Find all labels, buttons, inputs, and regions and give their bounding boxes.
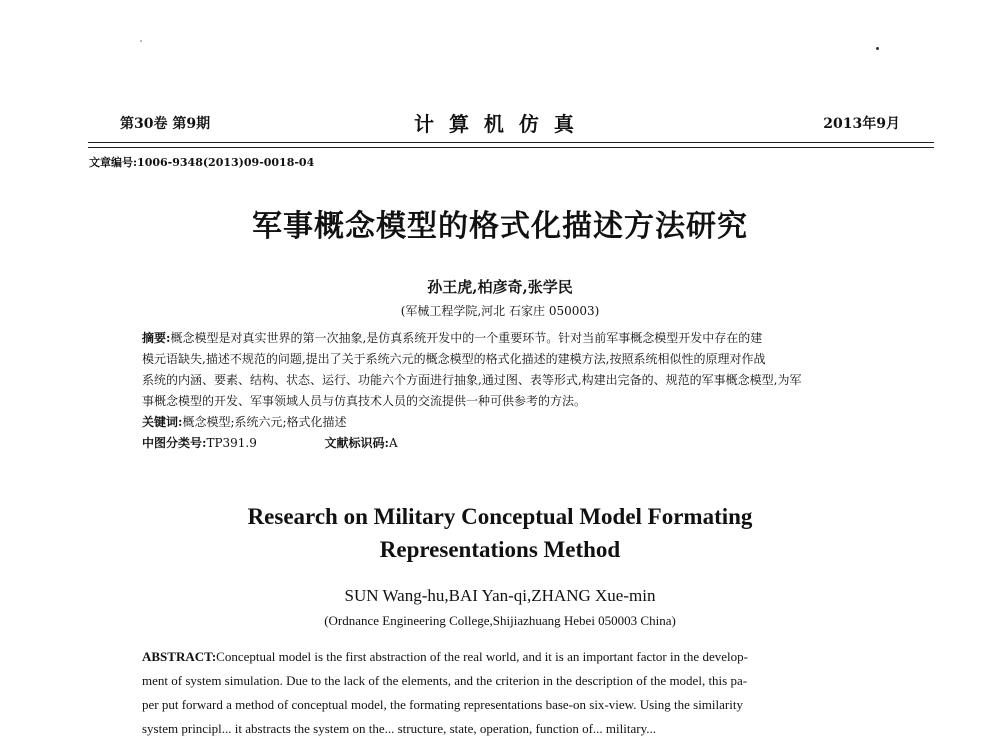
title-en — [0, 500, 1000, 566]
article-number: 文章编号:1006-9348(2013)09-0018-04 — [89, 156, 315, 169]
abstract-cn — [142, 328, 887, 454]
header-volume-issue: 第30卷 第9期 — [120, 116, 211, 132]
abstract-en-line: ment of system simulation. Due to the lack of the elements, and the criterion in the description of the model, this pa- — [142, 673, 748, 688]
scan-speck — [876, 47, 879, 50]
header-rule-bottom — [88, 147, 934, 148]
doc-code-value: A — [388, 436, 398, 450]
abstract-cn-label: 摘要: — [142, 331, 171, 345]
abstract-cn-line — [142, 328, 887, 349]
abstract-cn-line: 系统的内涵、要素、结构、状态、运行、功能六个方面进行抽象,通过图、表等形式,构建出完备的、规范的军事概念模型,为军 — [142, 373, 802, 387]
keywords-cn-label: 关键词: — [142, 415, 183, 429]
classification-cn — [142, 433, 887, 454]
abstract-en-label: ABSTRACT: — [142, 649, 217, 664]
keywords-cn-value: 概念模型;系统六元;格式化描述 — [182, 415, 347, 429]
keywords-cn — [142, 412, 887, 433]
abstract-en — [142, 645, 887, 741]
abstract-en-line: system principl... it abstracts the system on the... structure, state, operation, function of... military... — [142, 721, 656, 736]
title-en-line: Representations Method — [379, 537, 621, 562]
authors-cn: 孙王虎,柏彦奇,张学民 — [427, 278, 573, 296]
abstract-cn-line: 事概念模型的开发、军事领域人员与仿真技术人员的交流提供一种可供参考的方法。 — [142, 394, 587, 408]
clc-label: 中图分类号: — [142, 436, 207, 450]
header-journal-title: 计 算 机 仿 真 — [414, 112, 578, 136]
abstract-en-line — [142, 645, 887, 669]
clc-value: TP391.9 — [206, 436, 257, 450]
abstract-cn-text: 概念模型是对真实世界的第一次抽象,是仿真系统开发中的一个重要环节。针对当前军事概念模型开发中存在的建 — [170, 331, 763, 345]
scan-speck — [140, 40, 142, 42]
abstract-cn-line: 模元语缺失,描述不规范的问题,提出了关于系统六元的概念模型的格式化描述的建模方法,按照系统相似性的原理对作战 — [142, 352, 766, 366]
header-date: 2013年9月 — [823, 116, 900, 132]
title-en-line: Research on Military Conceptual Model Formating — [247, 504, 753, 529]
affiliation-en: (Ordnance Engineering College,Shijiazhuang Hebei 050003 China) — [324, 613, 676, 628]
doc-code-label: 文献标识码: — [324, 436, 389, 450]
title-cn: 军事概念模型的格式化描述方法研究 — [252, 209, 748, 244]
header-rule-top — [88, 142, 934, 143]
abstract-en-line: per put forward a method of conceptual model, the formating representations base-on six-view. Using the similarity — [142, 697, 743, 712]
authors-en: SUN Wang-hu,BAI Yan-qi,ZHANG Xue-min — [344, 586, 656, 605]
affiliation-cn: (军械工程学院,河北 石家庄 050003) — [400, 304, 600, 318]
abstract-en-text: Conceptual model is the first abstraction of the real world, and it is an important factor in the develop- — [216, 649, 748, 664]
